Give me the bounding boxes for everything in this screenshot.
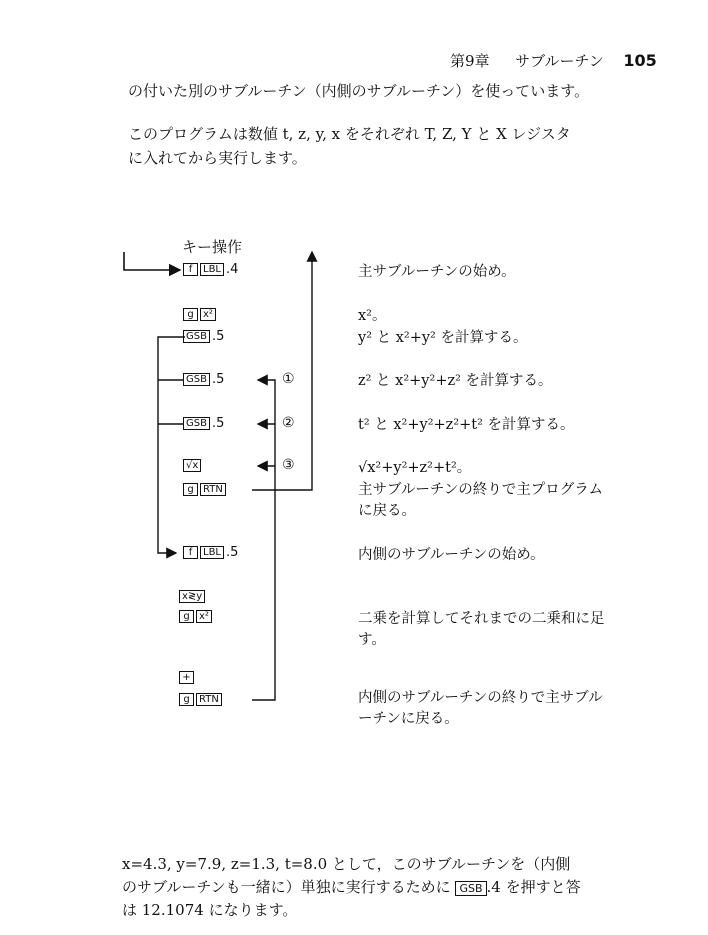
marker-2: ② bbox=[282, 415, 295, 431]
keyrow-gsb-5-a bbox=[183, 329, 224, 344]
key-gsb: GSB bbox=[183, 373, 210, 386]
keyrow-g-rtn-b bbox=[179, 692, 224, 707]
intro-line-1: の付いた別のサブルーチン（内側のサブルーチン）を使っています。 bbox=[128, 82, 590, 100]
intro-line-3: に入れてから実行します。 bbox=[128, 149, 307, 167]
key-gsb: GSB bbox=[183, 330, 210, 343]
intro-line-2: このプログラムは数値 t, z, y, x をそれぞれ T, Z, Y と X レジスタ bbox=[128, 125, 571, 143]
footer-line-2a: のサブルーチンも一緒に）単独に実行するために bbox=[122, 878, 451, 896]
keyrow-sqrt bbox=[183, 458, 203, 473]
key-suffix: .5 bbox=[211, 416, 225, 431]
desc-y2: y² と x²+y² を計算する。 bbox=[358, 330, 528, 346]
desc-inner-end-2: ーチンに戻る。 bbox=[358, 711, 459, 727]
key-suffix: .5 bbox=[211, 372, 225, 387]
keyrow-gsb-5-c bbox=[183, 416, 224, 431]
desc-main-end-2: に戻る。 bbox=[358, 503, 416, 519]
key-sqrt: √x bbox=[183, 459, 201, 472]
key-suffix: .4 bbox=[226, 262, 239, 277]
key-g: g bbox=[179, 610, 194, 623]
key-g: g bbox=[179, 693, 194, 706]
keyrow-gsb-5-b bbox=[183, 372, 224, 387]
key-lbl: LBL bbox=[200, 546, 224, 559]
keyrow-plus bbox=[179, 670, 196, 685]
keyrow-g-x2-b bbox=[179, 609, 214, 624]
desc-main-end-1: 主サブルーチンの終りで主プログラム bbox=[358, 482, 604, 498]
desc-t2: t² と x²+y²+z²+t² を計算する。 bbox=[358, 417, 575, 433]
key-g: g bbox=[183, 308, 198, 321]
key-x-squared: x² bbox=[196, 610, 212, 623]
footer-line-1: x=4.3, y=7.9, z=1.3, t=8.0 として，このサブルーチンを（内側 bbox=[122, 855, 571, 873]
key-plus: + bbox=[179, 671, 194, 684]
footer-line-2b: .4 を押すと答 bbox=[486, 878, 581, 896]
key-gsb: GSB bbox=[183, 417, 210, 430]
keyrow-g-rtn bbox=[183, 482, 228, 497]
desc-inner-start: 内側のサブルーチンの始め。 bbox=[358, 547, 545, 563]
key-f: f bbox=[183, 263, 198, 276]
key-suffix: .5 bbox=[226, 545, 239, 560]
chapter-label: 第9章 bbox=[450, 52, 490, 70]
desc-x2: x²。 bbox=[358, 308, 387, 324]
key-lbl: LBL bbox=[200, 263, 224, 276]
desc-square-2: す。 bbox=[358, 632, 386, 648]
keys-title: キー操作 bbox=[182, 238, 243, 256]
desc-square-1: 二乗を計算してそれまでの二乗和に足 bbox=[358, 611, 605, 627]
key-f: f bbox=[183, 546, 198, 559]
key-x-swap-y: x≷y bbox=[179, 590, 205, 603]
key-suffix: .5 bbox=[211, 329, 225, 344]
footer-line-2 bbox=[122, 877, 581, 898]
keyrow-g-x2 bbox=[183, 307, 218, 322]
marker-3: ③ bbox=[282, 457, 295, 473]
desc-sqrt: √x²+y²+z²+t²。 bbox=[358, 460, 472, 476]
marker-1: ① bbox=[282, 371, 295, 387]
key-g: g bbox=[183, 483, 198, 496]
keyrow-f-lbl-5 bbox=[183, 545, 238, 560]
desc-inner-end-1: 内側のサブルーチンの終りで主サブル bbox=[358, 690, 603, 706]
footer-line-3: は 12.1074 になります。 bbox=[122, 901, 298, 919]
desc-z2: z² と x²+y²+z² を計算する。 bbox=[358, 373, 553, 389]
desc-main-start: 主サブルーチンの始め。 bbox=[358, 264, 516, 280]
key-gsb: GSB bbox=[455, 881, 486, 896]
key-rtn: RTN bbox=[200, 483, 226, 496]
chapter-title: サブルーチン bbox=[515, 52, 604, 70]
key-rtn: RTN bbox=[196, 693, 222, 706]
page-number: 105 bbox=[623, 51, 657, 70]
keyrow-xswapy bbox=[179, 589, 207, 604]
key-x-squared: x² bbox=[200, 308, 216, 321]
keyrow-f-lbl-4 bbox=[183, 262, 238, 277]
